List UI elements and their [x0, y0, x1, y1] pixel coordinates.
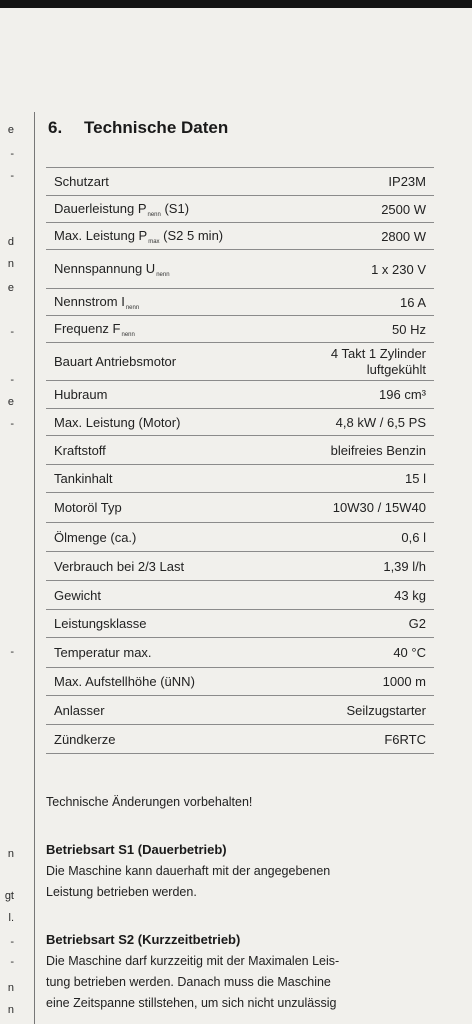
changes-note: Technische Änderungen vorbehalten!	[46, 795, 253, 809]
spec-table	[46, 167, 434, 754]
spec-value: 15 l	[308, 465, 434, 493]
spec-value: G2	[308, 610, 434, 638]
spec-value: 43 kg	[308, 581, 434, 610]
spec-value: 196 cm³	[308, 381, 434, 409]
margin-fragment: n	[7, 848, 14, 860]
spec-value: 10W30 / 15W40	[308, 493, 434, 523]
s1-title: Betriebsart S1 (Dauerbetrieb)	[46, 842, 227, 857]
spec-row	[46, 168, 434, 196]
spec-row	[46, 223, 434, 250]
spec-row	[46, 581, 434, 610]
s2-line: Die Maschine darf kurzzeitig mit der Maximalen Leis-	[46, 954, 340, 968]
margin-fragment: -	[10, 956, 14, 968]
spec-label	[46, 668, 308, 696]
spec-row	[46, 610, 434, 638]
spec-label-text: Max. Leistung P	[54, 227, 148, 243]
spec-row	[46, 316, 434, 343]
spec-label	[46, 696, 308, 725]
margin-fragment: -	[10, 148, 14, 160]
spec-row	[46, 696, 434, 725]
margin-fragment: n	[7, 258, 14, 270]
spec-label-text: Max. Leistung (Motor)	[54, 414, 181, 430]
spec-label-text: Zündkerze	[54, 731, 116, 747]
margin-fragment: e	[7, 124, 14, 136]
spec-value: 4 Takt 1 Zylinder luftgekühlt	[308, 343, 434, 381]
margin-fragment: -	[10, 418, 14, 430]
top-black-bar	[0, 0, 472, 8]
spec-value: 1,39 l/h	[308, 552, 434, 581]
spec-value: Seilzugstarter	[308, 696, 434, 725]
spec-row	[46, 289, 434, 316]
spec-row	[46, 493, 434, 523]
margin-fragment: -	[10, 170, 14, 182]
spec-label	[46, 436, 308, 465]
spec-label-subscript: max	[148, 238, 160, 245]
spec-label-text: Nennspannung U	[54, 260, 156, 276]
spec-label-text: Kraftstoff	[54, 442, 106, 458]
spec-label	[46, 168, 308, 196]
section-number: 6.	[48, 118, 63, 137]
spec-label	[46, 250, 308, 289]
spec-label-text: Ölmenge (ca.)	[54, 529, 137, 545]
spec-label-text: Frequenz F	[54, 320, 121, 336]
margin-fragment: gt	[4, 890, 14, 902]
spec-row	[46, 196, 434, 223]
spec-row	[46, 668, 434, 696]
spec-value: 4,8 kW / 6,5 PS	[308, 409, 434, 436]
spec-value: F6RTC	[308, 725, 434, 754]
s2-title: Betriebsart S2 (Kurzzeitbetrieb)	[46, 932, 241, 947]
spec-label	[46, 409, 308, 436]
spec-row	[46, 552, 434, 581]
s1-line: Die Maschine kann dauerhaft mit der angegebenen	[46, 864, 331, 878]
spec-label-text: Tankinhalt	[54, 471, 113, 486]
margin-fragment: e	[7, 396, 14, 408]
spec-label	[46, 493, 308, 523]
section-title: Technische Daten	[84, 118, 229, 137]
spec-label	[46, 196, 308, 223]
spec-label	[46, 289, 308, 316]
spec-label-text: Bauart Antriebsmotor	[54, 354, 177, 369]
spec-label	[46, 581, 308, 610]
margin-fragment: e	[7, 282, 14, 294]
s1-line: Leistung betrieben werden.	[46, 885, 197, 899]
spec-label-suffix: (S2 5 min)	[159, 227, 224, 243]
margin-fragment: -	[10, 936, 14, 948]
spec-row	[46, 523, 434, 552]
spec-value: 1 x 230 V	[308, 250, 434, 289]
spec-label-subscript: nenn	[156, 271, 170, 278]
s2-line: tung betrieben werden. Danach muss die Maschine	[46, 975, 331, 989]
s2-line: eine Zeitspanne stillstehen, um sich nicht unzulässig	[46, 996, 337, 1010]
s1-paragraph	[46, 861, 434, 903]
spec-value: 1000 m	[308, 668, 434, 696]
spec-row	[46, 436, 434, 465]
margin-fragment: -	[10, 326, 14, 338]
spec-value: 0,6 l	[308, 523, 434, 552]
spec-value: 40 °C	[308, 638, 434, 668]
spec-label-text: Hubraum	[54, 387, 108, 402]
margin-fragment: -	[10, 374, 14, 386]
spec-label-text: Verbrauch bei 2/3 Last	[54, 558, 185, 574]
spec-label	[46, 343, 308, 381]
spec-row	[46, 409, 434, 436]
spec-row	[46, 381, 434, 409]
spec-label-text: Motoröl Typ	[54, 500, 122, 515]
spec-row	[46, 638, 434, 668]
spec-value: 2800 W	[308, 223, 434, 250]
spec-label-text: Schutzart	[54, 174, 109, 189]
spec-label-text: Max. Aufstellhöhe (üNN)	[54, 674, 195, 689]
spec-label-text: Anlasser	[54, 702, 105, 718]
spec-label-suffix: (S1)	[160, 200, 190, 216]
spec-label-subscript: nenn	[121, 331, 135, 338]
margin-fragment: l.	[8, 912, 14, 924]
spec-label	[46, 725, 308, 754]
spec-row	[46, 343, 434, 381]
margin-fragment: n	[7, 982, 14, 994]
spec-value: 50 Hz	[308, 316, 434, 343]
spec-label	[46, 381, 308, 409]
spec-label	[46, 316, 308, 343]
spec-label-subscript: nenn	[147, 211, 161, 218]
spec-label	[46, 610, 308, 638]
spec-value: 16 A	[308, 289, 434, 316]
spec-row	[46, 250, 434, 289]
spec-label	[46, 465, 308, 493]
s2-paragraph	[46, 951, 434, 1014]
spec-label	[46, 223, 308, 250]
spec-label-subscript: nenn	[125, 304, 140, 311]
section-heading	[48, 118, 228, 138]
spec-label-text: Leistungsklasse	[54, 616, 147, 631]
spec-label-text: Gewicht	[54, 587, 101, 603]
spec-value: IP23M	[308, 168, 434, 196]
spec-label	[46, 638, 308, 668]
margin-fragment: d	[7, 236, 14, 248]
margin-fragment: -	[10, 646, 14, 658]
previous-page-edge	[0, 0, 14, 1024]
spec-row	[46, 465, 434, 493]
spec-label	[46, 523, 308, 552]
margin-fragment: n	[7, 1004, 14, 1016]
spec-label-text: Temperatur max.	[54, 645, 152, 660]
spec-label-text: Nennstrom I	[54, 293, 125, 309]
spec-label-text: Dauerleistung P	[54, 200, 147, 216]
spec-value: bleifreies Benzin	[308, 436, 434, 465]
spec-row	[46, 725, 434, 754]
spec-value: 2500 W	[308, 196, 434, 223]
column-rule	[34, 112, 35, 1024]
spec-label	[46, 552, 308, 581]
